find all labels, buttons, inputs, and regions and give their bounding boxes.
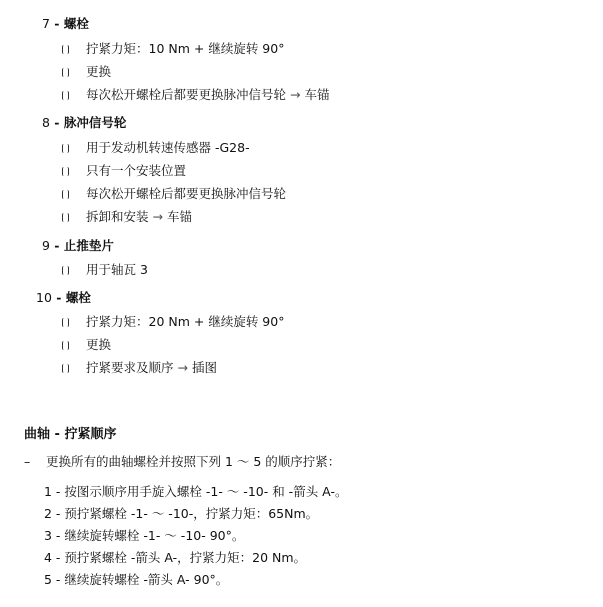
list-item: 每次松开螺栓后都要更换脉冲信号轮 → 车锚	[62, 85, 329, 103]
bullet-icon	[62, 91, 69, 100]
bullet-icon	[62, 144, 69, 153]
bullet-icon	[62, 266, 69, 275]
list-item: 拧紧力矩：20 Nm + 继续旋转 90°	[62, 312, 284, 330]
arrow-right-icon: →	[152, 209, 163, 224]
list-item: 拧紧力矩：10 Nm + 继续旋转 90°	[62, 39, 284, 57]
bullet-icon	[62, 318, 69, 327]
reference-link[interactable]: 车锚	[166, 209, 192, 224]
list-item: 用于轴瓦 3	[62, 260, 148, 278]
bullet-icon	[62, 68, 69, 77]
list-item: 拆卸和安装 → 车锚	[62, 207, 192, 225]
list-item: 用于发动机转速传感器 -G28-	[62, 138, 250, 156]
item-7-title: 7 - 螺栓	[42, 16, 89, 31]
list-item: 更换	[62, 335, 111, 353]
list-item: 更换	[62, 62, 111, 80]
bullet-icon	[62, 341, 69, 350]
bullet-icon	[62, 45, 69, 54]
list-item: 拧紧要求及顺序 → 插图	[62, 358, 217, 376]
reference-link[interactable]: 车锚	[304, 87, 330, 102]
dash-marker: –	[24, 454, 31, 469]
bullet-icon	[62, 190, 69, 199]
bullet-icon	[62, 213, 69, 222]
step-item: 4 - 预拧紧螺栓 -箭头 A-，拧紧力矩：20 Nm。	[44, 550, 307, 565]
arrow-right-icon: →	[290, 87, 301, 102]
step-item: 3 - 继续旋转螺栓 -1- ～ -10- 90°。	[44, 528, 245, 543]
step-item: 1 - 按图示顺序用手旋入螺栓 -1- ～ -10- 和 -箭头 A-。	[44, 484, 348, 499]
item-8-title: 8 - 脉冲信号轮	[42, 115, 127, 130]
section-title: 曲轴 - 拧紧顺序	[24, 427, 117, 442]
item-9-title: 9 - 止推垫片	[42, 238, 114, 253]
bullet-icon	[62, 364, 69, 373]
list-item: 只有一个安装位置	[62, 161, 186, 179]
bullet-icon	[62, 167, 69, 176]
item-10-title: 10 - 螺栓	[36, 290, 91, 305]
reference-link[interactable]: 插图	[191, 360, 217, 375]
arrow-right-icon: →	[177, 360, 188, 375]
instruction-line: – 更换所有的曲轴螺栓并按照下列 1 ～ 5 的顺序拧紧：	[24, 454, 341, 469]
step-item: 2 - 预拧紧螺栓 -1- ～ -10-，拧紧力矩：65Nm。	[44, 506, 319, 521]
step-item: 5 - 继续旋转螺栓 -箭头 A- 90°。	[44, 572, 229, 587]
list-item: 每次松开螺栓后都要更换脉冲信号轮	[62, 184, 286, 202]
